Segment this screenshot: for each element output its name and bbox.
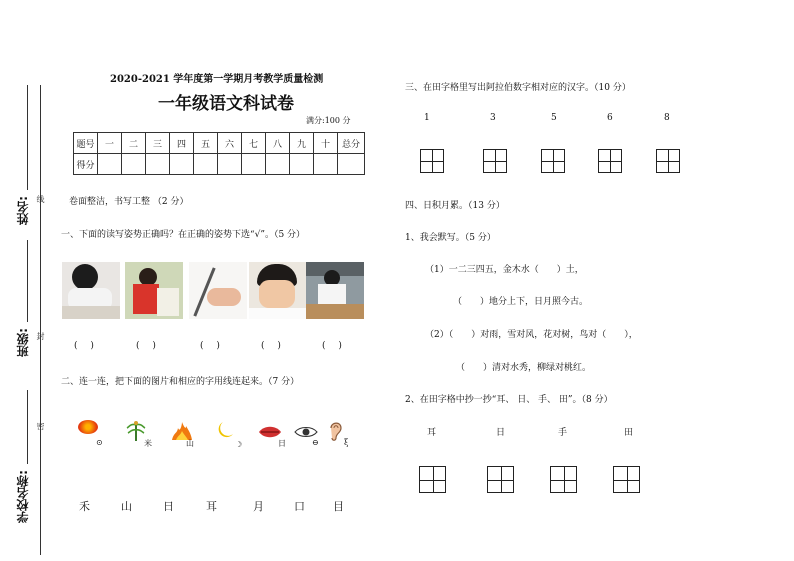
question-3: 三、在田字格里写出阿拉伯数字相对应的汉字。（10 分） — [405, 83, 631, 93]
question-2: 二、连一连，把下面的图片和相应的字用线连起来。（7 分） — [61, 377, 300, 387]
score-blank — [146, 154, 170, 175]
tianzi-grid[interactable] — [656, 149, 680, 173]
score-blank — [242, 154, 266, 175]
score-blank — [314, 154, 338, 175]
full-score: 满分:100 分 — [306, 116, 351, 125]
tianzi-grid[interactable] — [419, 466, 446, 493]
tianzi-grid[interactable] — [550, 466, 577, 493]
class-blank — [27, 240, 28, 322]
name-blank — [27, 85, 28, 190]
copy-char-1: 耳 — [427, 428, 437, 438]
name-label: 姓名: — [16, 196, 30, 225]
ancient-glyph-3: 山 — [186, 439, 194, 448]
recite-line-3: （2）（ ）对雨，雪对风，花对树，鸟对（ ）， — [425, 330, 638, 340]
ancient-glyph-6: ⊖ — [312, 438, 319, 447]
char-4: 耳 — [206, 500, 217, 513]
ancient-glyph-7: ξ — [344, 438, 349, 447]
answer-paren-2: ( ) — [136, 341, 156, 351]
moon-icon — [215, 420, 235, 444]
char-3: 日 — [163, 500, 174, 513]
score-blank — [98, 154, 122, 175]
score-blank — [218, 154, 242, 175]
question-4-2: 2、在田字格中抄一抄“耳、 日、 手、 田”。（8 分） — [405, 395, 613, 405]
score-blank — [338, 154, 365, 175]
number-3: 3 — [490, 113, 496, 123]
answer-paren-1: ( ) — [74, 341, 94, 351]
copy-char-2: 日 — [496, 428, 506, 438]
score-cell: 一 — [98, 133, 122, 154]
score-blank — [122, 154, 146, 175]
question-1: 一、下面的读写姿势正确吗？在正确的姿势下选“√”。（5 分） — [61, 230, 306, 240]
score-blank — [170, 154, 194, 175]
score-cell: 四 — [170, 133, 194, 154]
score-cell: 总分 — [338, 133, 365, 154]
recite-line-2: （ ）地分上下，日月照今古。 — [453, 297, 589, 307]
number-5: 5 — [551, 113, 557, 123]
sun-icon — [78, 420, 98, 434]
score-cell: 五 — [194, 133, 218, 154]
ancient-glyph-4: ☽ — [235, 440, 243, 449]
score-table-header-row — [74, 133, 365, 154]
tianzi-grid[interactable] — [598, 149, 622, 173]
seal-line-char: 线 — [36, 195, 45, 203]
posture-photo-3 — [189, 262, 247, 319]
number-6: 6 — [607, 113, 613, 123]
seal-mi-char: 密 — [36, 422, 45, 430]
score-blank — [266, 154, 290, 175]
copy-char-4: 田 — [624, 428, 634, 438]
char-6: 口 — [294, 500, 305, 513]
tianzi-grid[interactable] — [541, 149, 565, 173]
score-cell: 九 — [290, 133, 314, 154]
ancient-glyph-2: 米 — [144, 439, 152, 448]
score-cell: 十 — [314, 133, 338, 154]
tianzi-grid[interactable] — [487, 466, 514, 493]
class-label: 班级: — [16, 328, 30, 357]
neatness-note: 卷面整洁，书写工整 （2 分） — [69, 197, 189, 207]
score-table — [73, 132, 365, 175]
posture-photo-4 — [249, 262, 307, 319]
exam-title: 一年级语文科试卷 — [158, 94, 294, 114]
score-blank — [290, 154, 314, 175]
char-2: 山 — [121, 500, 132, 513]
posture-photo-5 — [306, 262, 364, 319]
question-4: 四、日积月累。（13 分） — [405, 201, 505, 211]
ancient-glyph-1: ⊙ — [96, 438, 103, 447]
score-cell: 得分 — [74, 154, 98, 175]
question-4-1: 1、我会默写。（5 分） — [405, 233, 496, 243]
char-1: 禾 — [79, 500, 90, 513]
posture-photo-1 — [62, 262, 120, 319]
recite-line-4: （ ）清对水秀，柳绿对桃红。 — [456, 363, 592, 373]
answer-paren-4: ( ) — [261, 341, 281, 351]
answer-paren-3: ( ) — [200, 341, 220, 351]
recite-line-1: （1）一二三四五，金木水（ ）土， — [425, 265, 584, 275]
score-cell: 题号 — [74, 133, 98, 154]
char-5: 月 — [253, 500, 264, 513]
tianzi-grid[interactable] — [483, 149, 507, 173]
answer-paren-5: ( ) — [322, 341, 342, 351]
binding-line — [40, 85, 41, 555]
score-cell: 六 — [218, 133, 242, 154]
score-cell: 二 — [122, 133, 146, 154]
score-cell: 七 — [242, 133, 266, 154]
school-label: 学校名称: — [16, 470, 30, 523]
number-1: 1 — [424, 113, 430, 123]
ear-icon — [328, 420, 344, 446]
ancient-glyph-5: 日 — [278, 439, 286, 448]
copy-char-3: 手 — [558, 428, 568, 438]
score-table-score-row — [74, 154, 365, 175]
school-blank — [27, 390, 28, 464]
seal-feng-char: 封 — [36, 332, 45, 340]
score-cell: 八 — [266, 133, 290, 154]
tianzi-grid[interactable] — [420, 149, 444, 173]
score-cell: 三 — [146, 133, 170, 154]
tianzi-grid[interactable] — [613, 466, 640, 493]
posture-photo-2 — [125, 262, 183, 319]
exam-subtitle: 2020-2021 学年度第一学期月考教学质量检测 — [110, 74, 324, 85]
score-blank — [194, 154, 218, 175]
char-7: 目 — [333, 500, 344, 513]
number-8: 8 — [664, 113, 670, 123]
